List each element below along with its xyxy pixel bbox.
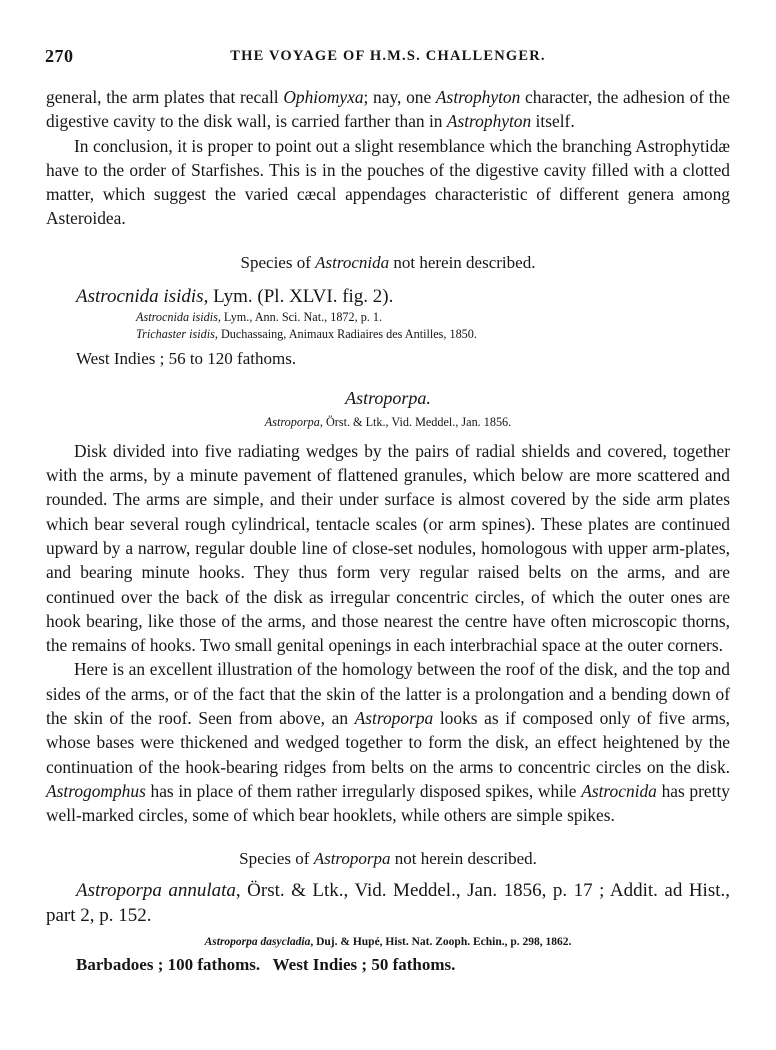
section-heading-astroporpa: Species of Astroporpa not herein described.	[239, 848, 537, 868]
species-entry: Astroporpa annulata, Örst. & Ltk., Vid. Meddel., Jan. 1856, p. 17 ; Addit. ad Hist., part 2, p. 152.	[46, 879, 730, 926]
paragraph-description: Disk divided into five radiating wedges by the pairs of radial shields and covered, together with the arms, by a minute pavement of flattened granules, which below are more scattered and rounded. The arms are simple, and their under surface is almost covered by the side arm plates which bear several rough cylindrical, tentacle scales (or arm spines). These plates are continued upward by a narrow, regular double line of close-set nodules, homologous with upper arm-plates, and bearing minute hooks. They thus form very regular raised belts on the arms, and are continued over the back of the disk as irregular concentric circles, of which the outer ones are hook bearing, like those of the arms, and those nearest the centre have often microscopic thorns, the remains of hooks. Two small genital openings in each interbrachial space at the outer corners.	[46, 440, 730, 656]
running-header	[46, 46, 730, 66]
page-body	[46, 85, 730, 977]
paragraph-conclusion: In conclusion, it is proper to point out a slight resemblance which the branching Astrophytidæ have to the order of Starfishes. This is in the pouches of the digestive cavity filled with a clotted matter, which suggest the varied cæcal appendages characteristic of different genera among Asteroidea.	[46, 135, 730, 229]
synonym-citation: Astrocnida isidis, Lym., Ann. Sci. Nat., 1872, p. 1.	[136, 309, 383, 324]
species-entry: Astrocnida isidis, Lym. (Pl. XLVI. fig. 2).	[76, 285, 394, 307]
genus-citation: Astroporpa, Örst. & Ltk., Vid. Meddel., Jan. 1856.	[264, 414, 512, 429]
species-locality: Barbadoes ; 100 fathoms. West Indies ; 50 fathoms.	[76, 954, 456, 974]
page-number: 270	[45, 46, 74, 66]
genus-heading: Astroporpa.	[345, 387, 431, 408]
paragraph-continuation: general, the arm plates that recall Ophiomyxa; nay, one Astrophyton character, the adhesion of the digestive cavity to the disk wall, is carried farther than in Astrophyton itself.	[46, 87, 731, 132]
species-locality: West Indies ; 56 to 120 fathoms.	[76, 348, 297, 368]
section-heading-astrocnida: Species of Astrocnida not herein described.	[240, 252, 536, 272]
synonym-citation: Trichaster isidis, Duchassaing, Animaux Radiaires des Antilles, 1850.	[136, 326, 477, 341]
synonym-citation: Astroporpa dasycladia, Duj. & Hupé, Hist. Nat. Zooph. Echin., p. 298, 1862.	[204, 935, 572, 948]
paragraph-homology: Here is an excellent illustration of the homology between the roof of the disk, and the top and sides of the arms, or of the fact that the skin of the latter is a prolongation and a bending down of the skin of the roof. Seen from above, an Astroporpa looks as if composed only of five arms, whose bases were thickened and wedged together to form the disk, an effect heightened by the continuation of the hook-bearing ridges from belts on the arms to concentric circles on the disk. Astrogomphus has in place of them rather irregularly disposed spikes, while Astrocnida has pretty well-marked circles, some of which bear hooklets, while others are simple spikes.	[46, 659, 730, 826]
running-title: THE VOYAGE OF H.M.S. CHALLENGER.	[230, 48, 546, 64]
